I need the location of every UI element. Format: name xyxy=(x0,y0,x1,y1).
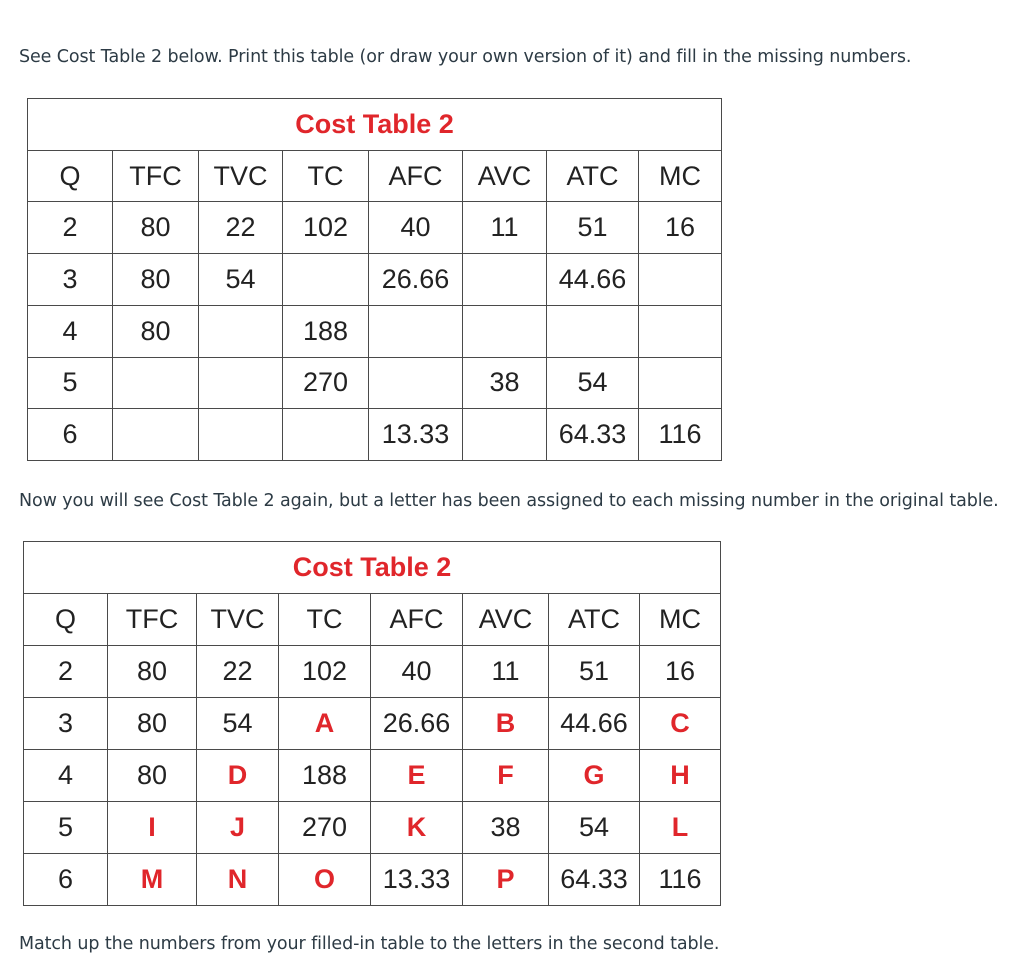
value-cell: 22 xyxy=(199,202,283,254)
outro-instruction: Match up the numbers from your filled-in table to the letters in the second table. xyxy=(19,934,720,954)
value-cell: 2 xyxy=(28,202,113,254)
empty-cell xyxy=(283,254,369,306)
empty-cell xyxy=(639,305,722,357)
letter-cell: C xyxy=(640,698,721,750)
value-cell: 188 xyxy=(283,305,369,357)
value-cell: 6 xyxy=(24,854,108,906)
value-cell: 40 xyxy=(369,202,463,254)
table-row xyxy=(28,409,722,461)
table-row xyxy=(28,357,722,409)
value-cell: 51 xyxy=(549,646,640,698)
letter-cell: J xyxy=(197,802,279,854)
value-cell: 44.66 xyxy=(549,698,640,750)
value-cell: 54 xyxy=(197,698,279,750)
value-cell: 80 xyxy=(113,254,199,306)
letter-cell: H xyxy=(640,750,721,802)
header-cell-avc: AVC xyxy=(463,150,547,202)
value-cell: 40 xyxy=(371,646,463,698)
header-cell-atc: ATC xyxy=(549,594,640,646)
value-cell: 54 xyxy=(549,802,640,854)
table-title: Cost Table 2 xyxy=(28,99,722,151)
letter-cell: F xyxy=(463,750,549,802)
table-row xyxy=(24,698,721,750)
value-cell: 102 xyxy=(279,646,371,698)
value-cell: 38 xyxy=(463,357,547,409)
header-cell-tvc: TVC xyxy=(197,594,279,646)
header-cell-tfc: TFC xyxy=(108,594,197,646)
table-title: Cost Table 2 xyxy=(24,542,721,594)
header-cell-afc: AFC xyxy=(371,594,463,646)
empty-cell xyxy=(369,305,463,357)
table-row xyxy=(24,854,721,906)
letter-cell: B xyxy=(463,698,549,750)
value-cell: 13.33 xyxy=(371,854,463,906)
header-cell-afc: AFC xyxy=(369,150,463,202)
value-cell: 188 xyxy=(279,750,371,802)
middle-instruction: Now you will see Cost Table 2 again, but a letter has been assigned to each missing number in the original table. xyxy=(19,491,999,511)
value-cell: 102 xyxy=(283,202,369,254)
value-cell: 270 xyxy=(279,802,371,854)
header-cell-q: Q xyxy=(24,594,108,646)
table-row xyxy=(24,646,721,698)
header-cell-q: Q xyxy=(28,150,113,202)
empty-cell xyxy=(199,409,283,461)
value-cell: 4 xyxy=(24,750,108,802)
value-cell: 5 xyxy=(24,802,108,854)
value-cell: 80 xyxy=(108,698,197,750)
value-cell: 26.66 xyxy=(371,698,463,750)
value-cell: 51 xyxy=(547,202,639,254)
intro-instruction: See Cost Table 2 below. Print this table (or draw your own version of it) and fill in the missing numbers. xyxy=(19,47,912,67)
value-cell: 80 xyxy=(113,305,199,357)
empty-cell xyxy=(547,305,639,357)
value-cell: 54 xyxy=(547,357,639,409)
empty-cell xyxy=(463,305,547,357)
table-row xyxy=(28,202,722,254)
value-cell: 6 xyxy=(28,409,113,461)
value-cell: 26.66 xyxy=(369,254,463,306)
value-cell: 13.33 xyxy=(369,409,463,461)
value-cell: 116 xyxy=(639,409,722,461)
value-cell: 22 xyxy=(197,646,279,698)
header-cell-atc: ATC xyxy=(547,150,639,202)
value-cell: 80 xyxy=(113,202,199,254)
letter-cell: A xyxy=(279,698,371,750)
table-row xyxy=(28,305,722,357)
cost-table-lettered xyxy=(23,541,721,906)
table-row xyxy=(24,750,721,802)
letter-cell: M xyxy=(108,854,197,906)
value-cell: 16 xyxy=(639,202,722,254)
empty-cell xyxy=(463,409,547,461)
value-cell: 3 xyxy=(24,698,108,750)
value-cell: 116 xyxy=(640,854,721,906)
letter-cell: E xyxy=(371,750,463,802)
empty-cell xyxy=(113,357,199,409)
value-cell: 64.33 xyxy=(547,409,639,461)
letter-cell: G xyxy=(549,750,640,802)
letter-cell: N xyxy=(197,854,279,906)
letter-cell: I xyxy=(108,802,197,854)
header-cell-tfc: TFC xyxy=(113,150,199,202)
empty-cell xyxy=(283,409,369,461)
cost-table-original xyxy=(27,98,722,461)
header-cell-tc: TC xyxy=(279,594,371,646)
value-cell: 54 xyxy=(199,254,283,306)
value-cell: 270 xyxy=(283,357,369,409)
value-cell: 38 xyxy=(463,802,549,854)
value-cell: 64.33 xyxy=(549,854,640,906)
value-cell: 3 xyxy=(28,254,113,306)
header-cell-mc: MC xyxy=(639,150,722,202)
table-row xyxy=(24,802,721,854)
value-cell: 11 xyxy=(463,646,549,698)
letter-cell: O xyxy=(279,854,371,906)
header-cell-mc: MC xyxy=(640,594,721,646)
letter-cell: D xyxy=(197,750,279,802)
empty-cell xyxy=(463,254,547,306)
value-cell: 80 xyxy=(108,750,197,802)
value-cell: 80 xyxy=(108,646,197,698)
value-cell: 5 xyxy=(28,357,113,409)
header-row xyxy=(28,150,722,202)
table-row xyxy=(28,254,722,306)
header-cell-avc: AVC xyxy=(463,594,549,646)
header-cell-tc: TC xyxy=(283,150,369,202)
header-cell-tvc: TVC xyxy=(199,150,283,202)
value-cell: 44.66 xyxy=(547,254,639,306)
letter-cell: K xyxy=(371,802,463,854)
empty-cell xyxy=(199,357,283,409)
value-cell: 11 xyxy=(463,202,547,254)
empty-cell xyxy=(199,305,283,357)
empty-cell xyxy=(113,409,199,461)
value-cell: 4 xyxy=(28,305,113,357)
header-row xyxy=(24,594,721,646)
value-cell: 16 xyxy=(640,646,721,698)
empty-cell xyxy=(639,357,722,409)
letter-cell: L xyxy=(640,802,721,854)
value-cell: 2 xyxy=(24,646,108,698)
letter-cell: P xyxy=(463,854,549,906)
empty-cell xyxy=(369,357,463,409)
empty-cell xyxy=(639,254,722,306)
